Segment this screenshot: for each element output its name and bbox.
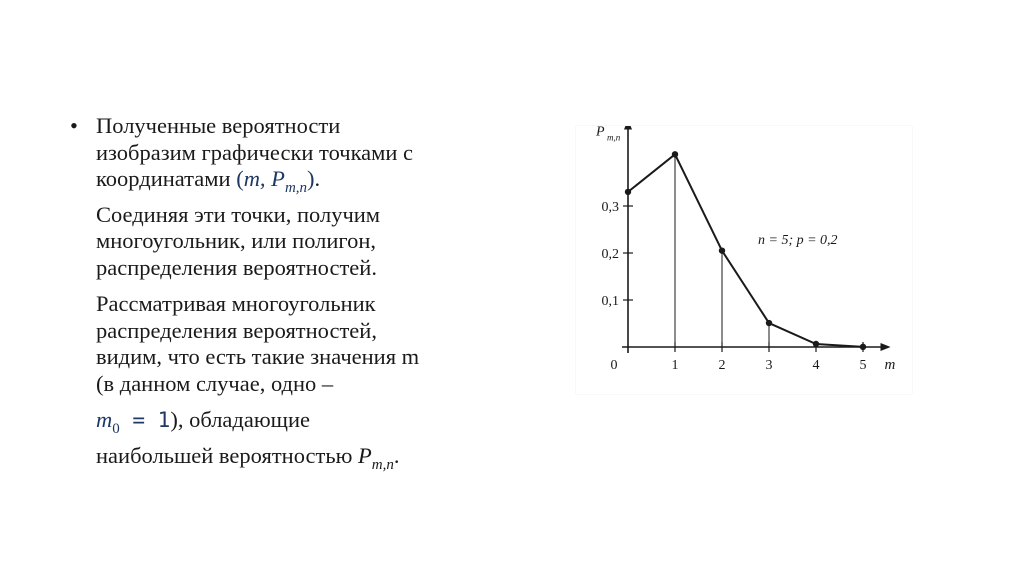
- data-point: [766, 320, 772, 326]
- x-tick-label: 3: [765, 358, 773, 373]
- y-tick-label: 0,3: [601, 200, 619, 215]
- y-axis-arrow: [624, 126, 632, 130]
- para2-line4: (в данном случае, одно –: [96, 370, 334, 396]
- chart-panel: [576, 126, 912, 394]
- y-tick-label: 0,1: [601, 294, 619, 309]
- x-tick-label: 4: [812, 358, 820, 373]
- bullet-paragraph: [70, 113, 510, 478]
- para1-line2: изобразим графически точками с: [96, 139, 414, 165]
- data-point: [625, 189, 631, 195]
- para1-line4: Соединяя эти точки, получим: [96, 201, 381, 227]
- para2-line3: видим, что есть такие значения m: [96, 344, 420, 369]
- coord-mp: m, P: [243, 166, 285, 191]
- x-tick-label: 2: [718, 358, 726, 373]
- para3-line1-text: ), обладающие: [170, 407, 311, 432]
- bullet-marker: •: [70, 113, 78, 138]
- chart-labels: [595, 126, 896, 373]
- x-tick-label: 1: [671, 358, 679, 373]
- pmn-subscript: m,n: [371, 456, 394, 473]
- polygon-series: [625, 151, 866, 350]
- pmn-symbol: P: [358, 442, 372, 468]
- slide-text: [70, 113, 510, 478]
- para1-line1: Полученные вероятности: [96, 113, 341, 138]
- m0-symbol: m: [96, 407, 113, 432]
- m0-subscript: 0: [112, 421, 120, 437]
- drop-lines: [675, 154, 863, 347]
- parameters-annotation: n = 5; p = 0,2: [758, 233, 838, 248]
- para1-line3-text: координатами: [96, 166, 237, 191]
- m0-equals: = 1: [119, 408, 171, 432]
- coord-close: ): [307, 166, 315, 191]
- para3-line2: [96, 443, 419, 479]
- para2-line2: распределения вероятностей,: [96, 317, 377, 343]
- para3-period: .: [393, 442, 400, 468]
- x-axis-arrow: [881, 343, 891, 351]
- para1-line3: [96, 166, 419, 202]
- para1-line5: многоугольник, или полигон,: [96, 228, 376, 253]
- para3-line2-text: наибольшей вероятностью: [96, 442, 359, 468]
- data-point: [719, 247, 725, 253]
- y-axis-label: P: [596, 126, 605, 140]
- para2-line1: Рассматривая многоугольник: [96, 291, 376, 316]
- coord-sub: m,n: [284, 180, 308, 196]
- data-point: [813, 341, 819, 347]
- chart-axes: [622, 126, 891, 353]
- coord-open: (: [236, 166, 244, 191]
- x-axis-label: m: [884, 357, 896, 373]
- para3-line1: [96, 407, 419, 443]
- y-tick-label: 0,2: [601, 247, 619, 262]
- para1-line3-period: .: [314, 166, 321, 191]
- polygon-line: [628, 154, 863, 347]
- data-point: [672, 151, 678, 157]
- y-axis-label-sub: m,n: [607, 132, 621, 143]
- x-tick-label: 5: [859, 358, 867, 373]
- origin-label: 0: [610, 358, 618, 373]
- probability-polygon-chart: [576, 126, 912, 394]
- para1-line6: распределения вероятностей.: [96, 254, 377, 280]
- data-point: [860, 344, 866, 350]
